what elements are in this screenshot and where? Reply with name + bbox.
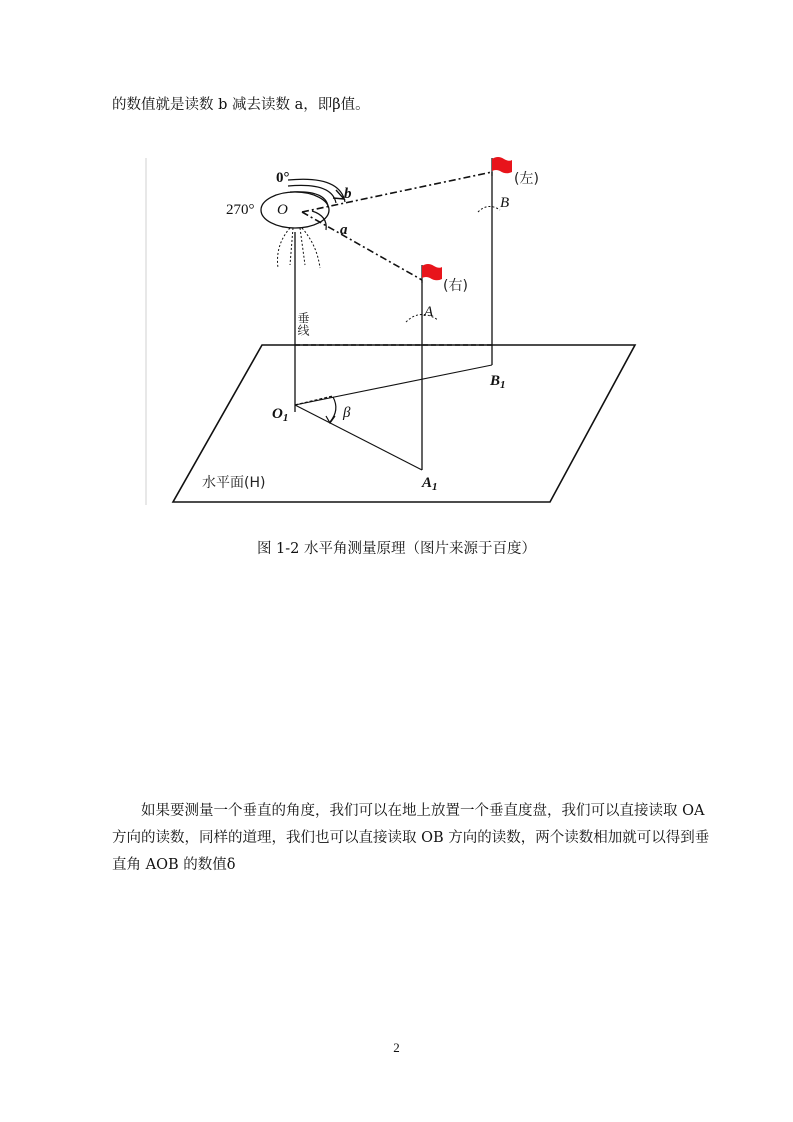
flag-left-label: (左) xyxy=(514,171,539,187)
reading-a-label: a xyxy=(340,222,348,238)
flag-right-label: (右) xyxy=(443,278,468,294)
plumb-line-label: 垂线 xyxy=(296,312,310,336)
point-A1-label: $A_1$ xyxy=(422,475,438,493)
sight-line-OB xyxy=(302,172,492,212)
horizontal-dial xyxy=(261,192,329,228)
tripod-right-leg xyxy=(302,228,320,268)
point-B-label: B xyxy=(500,195,510,211)
horizontal-angle-diagram xyxy=(140,150,640,520)
tripod-mid-legs xyxy=(290,228,305,265)
point-A-label: A xyxy=(424,304,434,320)
zero-degree-label: 0° xyxy=(276,170,290,186)
page-number: 2 xyxy=(393,1040,400,1055)
paragraph-top: 的数值就是读数 b 减去读数 a，即β值。 xyxy=(112,97,370,113)
flag-A xyxy=(422,264,442,283)
sight-line-OA xyxy=(302,212,422,280)
point-O-label: O xyxy=(277,202,288,218)
projection-O1A1-dashed xyxy=(295,396,333,405)
flag-B xyxy=(492,157,512,176)
point-O1-label: $O_1$ xyxy=(272,406,289,424)
paragraph-vertical-angle: 如果要测量一个垂直的角度，我们可以在地上放置一个垂直度盘，我们可以直接读取 OA 方向的读数，同样的道理，我们也可以直接读取 OB 方向的读数，两个读数相加就可以得到垂直角 AOB 的数值δ xyxy=(112,803,710,873)
projection-O1A1 xyxy=(295,405,422,470)
deg-270-label: 270° xyxy=(226,202,255,218)
reading-b-label: b xyxy=(344,186,352,202)
target-B-mark xyxy=(478,206,500,212)
figure-caption: 图 1-2 水平角测量原理（图片来源于百度） xyxy=(256,541,537,557)
projection-O1B1 xyxy=(295,365,492,405)
beta-label: β xyxy=(343,405,351,421)
horizontal-plane-label: 水平面(H) xyxy=(202,475,266,491)
tripod-left-leg xyxy=(278,228,291,268)
point-B1-label: $B_1$ xyxy=(490,373,506,391)
dial-arc-a xyxy=(312,211,326,230)
